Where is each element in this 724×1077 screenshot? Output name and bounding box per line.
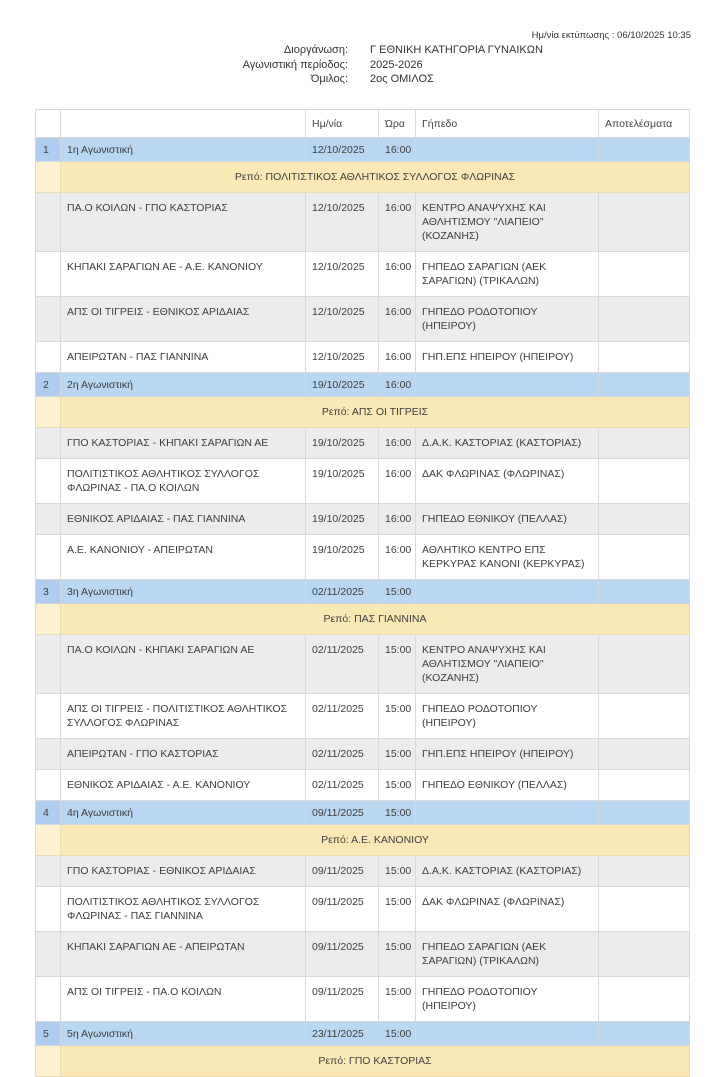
match-teams-cell: ΑΠΕΙΡΩΤΑΝ - ΠΑΣ ΓΙΑΝΝΙΝΑ	[61, 342, 306, 373]
round-number-cell: 1	[36, 138, 61, 162]
match-date-cell: 12/10/2025	[306, 297, 379, 342]
round-date-cell: 12/10/2025	[306, 138, 379, 162]
match-teams-cell: ΑΠΣ ΟΙ ΤΙΓΡΕΙΣ - ΠΑ.Ο ΚΟΙΛΩΝ	[61, 977, 306, 1022]
match-venue-cell: ΓΗΠΕΔΟ ΣΑΡΑΓΙΩΝ (ΑΕΚ ΣΑΡΑΓΙΩΝ) (ΤΡΙΚΑΛΩΝ)	[416, 252, 599, 297]
match-index-cell	[36, 856, 61, 887]
match-time-cell: 15:00	[379, 770, 416, 801]
match-row	[36, 856, 690, 887]
match-teams-cell: ΑΠΣ ΟΙ ΤΙΓΡΕΙΣ - ΕΘΝΙΚΟΣ ΑΡΙΔΑΙΑΣ	[61, 297, 306, 342]
match-date-cell: 09/11/2025	[306, 856, 379, 887]
rest-spacer-cell	[36, 1046, 61, 1077]
header-row	[36, 110, 690, 138]
header-field-season	[0, 59, 724, 72]
match-date-cell: 02/11/2025	[306, 739, 379, 770]
match-index-cell	[36, 297, 61, 342]
match-date-cell: 09/11/2025	[306, 977, 379, 1022]
match-row	[36, 887, 690, 932]
match-time-cell: 15:00	[379, 635, 416, 694]
round-row	[36, 138, 690, 162]
match-date-cell: 19/10/2025	[306, 535, 379, 580]
round-row	[36, 580, 690, 604]
column-header-time: Ώρα	[379, 110, 416, 138]
round-time-cell: 15:00	[379, 1022, 416, 1046]
round-result-cell	[599, 801, 690, 825]
match-venue-cell: ΚΕΝΤΡΟ ΑΝΑΨΥΧΗΣ ΚΑΙ ΑΘΛΗΤΙΣΜΟΥ "ΛΙΑΠΕΙΟ" (ΚΟΖΑΝΗΣ)	[416, 193, 599, 252]
match-result-cell	[599, 739, 690, 770]
match-teams-cell: ΠΑ.Ο ΚΟΙΛΩΝ - ΚΗΠΑΚΙ ΣΑΡΑΓΙΩΝ ΑΕ	[61, 635, 306, 694]
header-field-competition	[0, 44, 724, 57]
print-timestamp: Ημ/νία εκτύπωσης : 06/10/2025 10:35	[531, 30, 691, 41]
round-row	[36, 1022, 690, 1046]
column-header-venue: Γήπεδο	[416, 110, 599, 138]
match-venue-cell: ΓΗΠΕΔΟ ΡΟΔΟΤΟΠΙΟΥ (ΗΠΕΙΡΟΥ)	[416, 694, 599, 739]
column-header-name	[61, 110, 306, 138]
match-result-cell	[599, 694, 690, 739]
match-index-cell	[36, 739, 61, 770]
rest-label-cell: Ρεπό: ΠΟΛΙΤΙΣΤΙΚΟΣ ΑΘΛΗΤΙΚΟΣ ΣΥΛΛΟΓΟΣ ΦΛΩΡΙΝΑΣ	[61, 162, 690, 193]
match-result-cell	[599, 252, 690, 297]
match-result-cell	[599, 887, 690, 932]
match-index-cell	[36, 428, 61, 459]
match-date-cell: 12/10/2025	[306, 193, 379, 252]
report-header	[0, 44, 724, 86]
match-venue-cell: ΓΗΠΕΔΟ ΕΘΝΙΚΟΥ (ΠΕΛΛΑΣ)	[416, 770, 599, 801]
match-row	[36, 297, 690, 342]
round-result-cell	[599, 373, 690, 397]
header-field-group	[0, 73, 724, 86]
round-time-cell: 15:00	[379, 580, 416, 604]
match-teams-cell: ΠΟΛΙΤΙΣΤΙΚΟΣ ΑΘΛΗΤΙΚΟΣ ΣΥΛΛΟΓΟΣ ΦΛΩΡΙΝΑΣ - ΠΑ.Ο ΚΟΙΛΩΝ	[61, 459, 306, 504]
rest-row	[36, 604, 690, 635]
match-venue-cell: ΓΗΠΕΔΟ ΡΟΔΟΤΟΠΙΟΥ (ΗΠΕΙΡΟΥ)	[416, 297, 599, 342]
rest-spacer-cell	[36, 162, 61, 193]
schedule-table-body	[36, 138, 690, 1077]
match-row	[36, 635, 690, 694]
match-venue-cell: ΓΗΠΕΔΟ ΕΘΝΙΚΟΥ (ΠΕΛΛΑΣ)	[416, 504, 599, 535]
round-name-cell: 4η Αγωνιστική	[61, 801, 306, 825]
match-row	[36, 694, 690, 739]
match-result-cell	[599, 193, 690, 252]
round-result-cell	[599, 580, 690, 604]
round-venue-cell	[416, 801, 599, 825]
rest-row	[36, 397, 690, 428]
round-venue-cell	[416, 138, 599, 162]
match-date-cell: 09/11/2025	[306, 887, 379, 932]
field-value: Γ ΕΘΝΙΚΗ ΚΑΤΗΓΟΡΙΑ ΓΥΝΑΙΚΩΝ	[370, 44, 543, 56]
match-date-cell: 02/11/2025	[306, 770, 379, 801]
match-row	[36, 193, 690, 252]
match-index-cell	[36, 887, 61, 932]
rest-label-cell: Ρεπό: Α.Ε. ΚΑΝΟΝΙΟΥ	[61, 825, 690, 856]
match-time-cell: 15:00	[379, 932, 416, 977]
round-date-cell: 02/11/2025	[306, 580, 379, 604]
match-result-cell	[599, 504, 690, 535]
match-row	[36, 252, 690, 297]
match-teams-cell: ΑΠΣ ΟΙ ΤΙΓΡΕΙΣ - ΠΟΛΙΤΙΣΤΙΚΟΣ ΑΘΛΗΤΙΚΟΣ ΣΥΛΛΟΓΟΣ ΦΛΩΡΙΝΑΣ	[61, 694, 306, 739]
round-row	[36, 801, 690, 825]
match-venue-cell: ΑΘΛΗΤΙΚΟ ΚΕΝΤΡΟ ΕΠΣ ΚΕΡΚΥΡΑΣ ΚΑΝΟΝΙ (ΚΕΡΚΥΡΑΣ)	[416, 535, 599, 580]
match-time-cell: 16:00	[379, 428, 416, 459]
match-row	[36, 739, 690, 770]
match-result-cell	[599, 428, 690, 459]
match-row	[36, 535, 690, 580]
match-venue-cell: ΓΗΠ.ΕΠΣ ΗΠΕΙΡΟΥ (ΗΠΕΙΡΟΥ)	[416, 342, 599, 373]
match-date-cell: 19/10/2025	[306, 459, 379, 504]
rest-spacer-cell	[36, 604, 61, 635]
match-time-cell: 15:00	[379, 739, 416, 770]
match-index-cell	[36, 504, 61, 535]
round-time-cell: 16:00	[379, 138, 416, 162]
round-row	[36, 373, 690, 397]
match-venue-cell: Δ.Α.Κ. ΚΑΣΤΟΡΙΑΣ (ΚΑΣΤΟΡΙΑΣ)	[416, 856, 599, 887]
match-index-cell	[36, 932, 61, 977]
match-result-cell	[599, 770, 690, 801]
match-result-cell	[599, 635, 690, 694]
round-date-cell: 23/11/2025	[306, 1022, 379, 1046]
match-time-cell: 16:00	[379, 504, 416, 535]
match-result-cell	[599, 297, 690, 342]
match-row	[36, 342, 690, 373]
match-result-cell	[599, 459, 690, 504]
rest-spacer-cell	[36, 825, 61, 856]
match-index-cell	[36, 535, 61, 580]
field-label: Όμιλος:	[310, 73, 348, 85]
match-time-cell: 16:00	[379, 342, 416, 373]
match-venue-cell: ΔΑΚ ΦΛΩΡΙΝΑΣ (ΦΛΩΡΙΝΑΣ)	[416, 459, 599, 504]
match-index-cell	[36, 459, 61, 504]
round-name-cell: 5η Αγωνιστική	[61, 1022, 306, 1046]
match-venue-cell: ΓΗΠ.ΕΠΣ ΗΠΕΙΡΟΥ (ΗΠΕΙΡΟΥ)	[416, 739, 599, 770]
round-venue-cell	[416, 1022, 599, 1046]
match-row	[36, 428, 690, 459]
match-row	[36, 504, 690, 535]
rest-spacer-cell	[36, 397, 61, 428]
rest-label-cell: Ρεπό: ΓΠΟ ΚΑΣΤΟΡΙΑΣ	[61, 1046, 690, 1077]
match-teams-cell: ΚΗΠΑΚΙ ΣΑΡΑΓΙΩΝ ΑΕ - Α.Ε. ΚΑΝΟΝΙΟΥ	[61, 252, 306, 297]
match-time-cell: 15:00	[379, 856, 416, 887]
match-time-cell: 15:00	[379, 694, 416, 739]
round-name-cell: 3η Αγωνιστική	[61, 580, 306, 604]
round-number-cell: 5	[36, 1022, 61, 1046]
rest-row	[36, 1046, 690, 1077]
rest-label-cell: Ρεπό: ΠΑΣ ΓΙΑΝΝΙΝΑ	[61, 604, 690, 635]
match-teams-cell: ΓΠΟ ΚΑΣΤΟΡΙΑΣ - ΕΘΝΙΚΟΣ ΑΡΙΔΑΙΑΣ	[61, 856, 306, 887]
match-result-cell	[599, 977, 690, 1022]
round-number-cell: 2	[36, 373, 61, 397]
round-date-cell: 19/10/2025	[306, 373, 379, 397]
round-time-cell: 15:00	[379, 801, 416, 825]
match-time-cell: 16:00	[379, 193, 416, 252]
match-time-cell: 16:00	[379, 252, 416, 297]
match-teams-cell: ΠΑ.Ο ΚΟΙΛΩΝ - ΓΠΟ ΚΑΣΤΟΡΙΑΣ	[61, 193, 306, 252]
match-result-cell	[599, 932, 690, 977]
schedule-table-header	[36, 110, 690, 138]
match-row	[36, 932, 690, 977]
match-teams-cell: ΚΗΠΑΚΙ ΣΑΡΑΓΙΩΝ ΑΕ - ΑΠΕΙΡΩΤΑΝ	[61, 932, 306, 977]
match-venue-cell: ΔΑΚ ΦΛΩΡΙΝΑΣ (ΦΛΩΡΙΝΑΣ)	[416, 887, 599, 932]
round-venue-cell	[416, 373, 599, 397]
round-name-cell: 2η Αγωνιστική	[61, 373, 306, 397]
match-teams-cell: Α.Ε. ΚΑΝΟΝΙΟΥ - ΑΠΕΙΡΩΤΑΝ	[61, 535, 306, 580]
rest-row	[36, 162, 690, 193]
match-time-cell: 15:00	[379, 977, 416, 1022]
match-time-cell: 16:00	[379, 535, 416, 580]
match-result-cell	[599, 342, 690, 373]
round-result-cell	[599, 138, 690, 162]
match-teams-cell: ΕΘΝΙΚΟΣ ΑΡΙΔΑΙΑΣ - ΠΑΣ ΓΙΑΝΝΙΝΑ	[61, 504, 306, 535]
match-index-cell	[36, 770, 61, 801]
match-date-cell: 02/11/2025	[306, 635, 379, 694]
match-teams-cell: ΓΠΟ ΚΑΣΤΟΡΙΑΣ - ΚΗΠΑΚΙ ΣΑΡΑΓΙΩΝ ΑΕ	[61, 428, 306, 459]
round-number-cell: 4	[36, 801, 61, 825]
round-name-cell: 1η Αγωνιστική	[61, 138, 306, 162]
round-date-cell: 09/11/2025	[306, 801, 379, 825]
schedule-table	[35, 109, 690, 1077]
match-venue-cell: ΓΗΠΕΔΟ ΣΑΡΑΓΙΩΝ (ΑΕΚ ΣΑΡΑΓΙΩΝ) (ΤΡΙΚΑΛΩΝ)	[416, 932, 599, 977]
rest-row	[36, 825, 690, 856]
match-time-cell: 16:00	[379, 297, 416, 342]
match-teams-cell: ΠΟΛΙΤΙΣΤΙΚΟΣ ΑΘΛΗΤΙΚΟΣ ΣΥΛΛΟΓΟΣ ΦΛΩΡΙΝΑΣ - ΠΑΣ ΓΙΑΝΝΙΝΑ	[61, 887, 306, 932]
round-number-cell: 3	[36, 580, 61, 604]
match-date-cell: 19/10/2025	[306, 428, 379, 459]
match-result-cell	[599, 535, 690, 580]
match-row	[36, 977, 690, 1022]
column-header-date: Ημ/νία	[306, 110, 379, 138]
round-result-cell	[599, 1022, 690, 1046]
match-teams-cell: ΕΘΝΙΚΟΣ ΑΡΙΔΑΙΑΣ - Α.Ε. ΚΑΝΟΝΙΟΥ	[61, 770, 306, 801]
match-index-cell	[36, 193, 61, 252]
match-venue-cell: Δ.Α.Κ. ΚΑΣΤΟΡΙΑΣ (ΚΑΣΤΟΡΙΑΣ)	[416, 428, 599, 459]
match-teams-cell: ΑΠΕΙΡΩΤΑΝ - ΓΠΟ ΚΑΣΤΟΡΙΑΣ	[61, 739, 306, 770]
match-time-cell: 15:00	[379, 887, 416, 932]
match-index-cell	[36, 694, 61, 739]
rest-label-cell: Ρεπό: ΑΠΣ ΟΙ ΤΙΓΡΕΙΣ	[61, 397, 690, 428]
round-venue-cell	[416, 580, 599, 604]
field-value: 2ος ΟΜΙΛΟΣ	[370, 73, 434, 85]
match-venue-cell: ΚΕΝΤΡΟ ΑΝΑΨΥΧΗΣ ΚΑΙ ΑΘΛΗΤΙΣΜΟΥ "ΛΙΑΠΕΙΟ" (ΚΟΖΑΝΗΣ)	[416, 635, 599, 694]
column-header-index	[36, 110, 61, 138]
match-result-cell	[599, 856, 690, 887]
match-index-cell	[36, 635, 61, 694]
match-index-cell	[36, 977, 61, 1022]
match-row	[36, 459, 690, 504]
match-date-cell: 12/10/2025	[306, 342, 379, 373]
match-time-cell: 16:00	[379, 459, 416, 504]
match-index-cell	[36, 252, 61, 297]
column-header-results: Αποτελέσματα	[599, 110, 690, 138]
field-label: Αγωνιστική περίοδος:	[242, 58, 348, 71]
round-time-cell: 16:00	[379, 373, 416, 397]
match-date-cell: 19/10/2025	[306, 504, 379, 535]
match-date-cell: 12/10/2025	[306, 252, 379, 297]
match-date-cell: 02/11/2025	[306, 694, 379, 739]
match-index-cell	[36, 342, 61, 373]
match-venue-cell: ΓΗΠΕΔΟ ΡΟΔΟΤΟΠΙΟΥ (ΗΠΕΙΡΟΥ)	[416, 977, 599, 1022]
match-row	[36, 770, 690, 801]
field-value: 2025-2026	[370, 58, 423, 71]
field-label: Διοργάνωση:	[283, 44, 348, 56]
match-date-cell: 09/11/2025	[306, 932, 379, 977]
